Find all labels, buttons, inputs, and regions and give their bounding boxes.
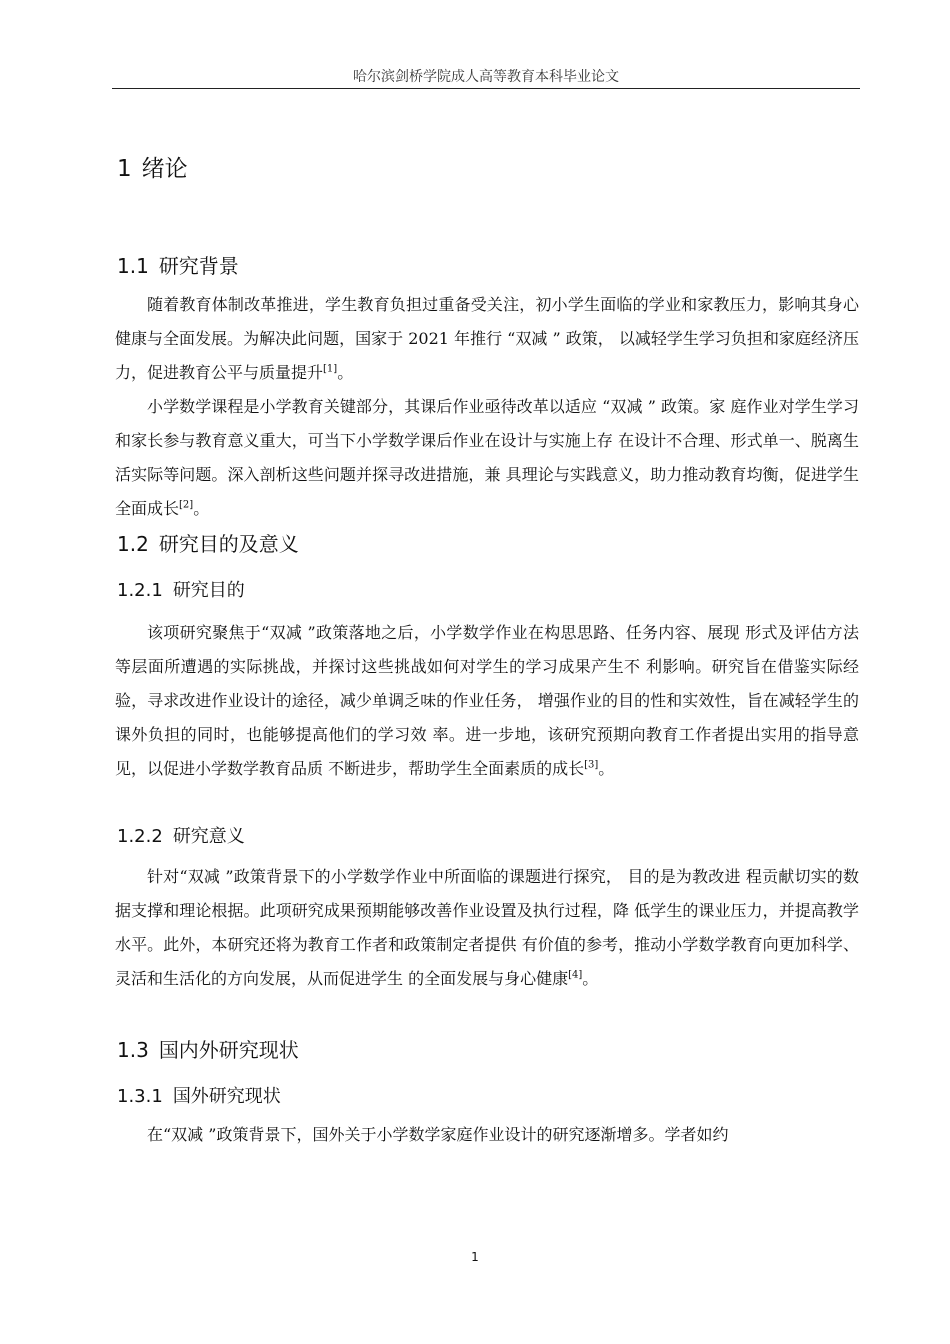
citation-2: [2] (179, 499, 194, 511)
section-1-1-heading (117, 250, 239, 279)
running-header: 哈尔滨剑桥学院成人高等教育本科毕业论文 (353, 69, 619, 85)
section-title: 国外研究现状 (172, 1086, 281, 1107)
chapter-number: 1 (117, 156, 132, 182)
paragraph-end: 。 (598, 759, 615, 778)
section-title: 研究目的及意义 (158, 532, 299, 556)
section-title: 研究背景 (158, 254, 239, 278)
citation-1: [1] (323, 363, 338, 375)
section-title: 研究目的 (172, 580, 245, 601)
chapter-heading (117, 150, 188, 183)
page-number: 1 (471, 1250, 479, 1264)
paragraph-text: 随着教育体制改革推进，学生教育负担过重备受关注，初小学生面临的学业和家教压力，影响其身心健康与全面发展。为解决此问题，国家于 2021 年推行 “双减 ” 政策， 以减轻学生学习负担和家庭经济压力，促进教育公平与质量提升 (115, 295, 859, 382)
section-1-1-paragraph-2 (115, 390, 859, 526)
section-number: 1.1 (117, 254, 149, 278)
section-1-2-2-paragraph-1 (115, 860, 859, 996)
paragraph-end: 。 (337, 363, 354, 382)
section-1-2-heading (117, 528, 299, 557)
section-number: 1.2.2 (117, 826, 163, 847)
section-1-1-paragraph-1 (115, 288, 859, 390)
paragraph-text: 针对“双减 ”政策背景下的小学数学作业中所面临的课题进行探究， 目的是为教改进 程贡献切实的数据支撑和理论根据。此项研究成果预期能够改善作业设置及执行过程，降 低学生的课业压力，并提高教学水平。此外，本研究还将为教育工作者和政策制定者提供 有价值的参考，推动小学数学教育向更加科学、灵活和生活化的方向发展，从而促进学生 的全面发展与身心健康 (115, 867, 859, 988)
paragraph-text: 小学数学课程是小学教育关键部分，其课后作业亟待改革以适应 “双减 ” 政策。家 庭作业对学生学习和家长参与教育意义重大，可当下小学数学课后作业在设计与实施上存 在设计不合理、形式单一、脱离生活实际等问题。深入剖析这些问题并探寻改进措施，兼 具理论与实践意义，助力推动教育均衡，促进学生全面成长 (115, 397, 859, 518)
citation-3: [3] (584, 759, 599, 771)
section-1-2-2-heading (117, 822, 245, 848)
section-1-3-heading (117, 1034, 299, 1063)
section-number: 1.2.1 (117, 580, 163, 601)
chapter-title: 绪论 (141, 156, 188, 182)
section-title: 研究意义 (172, 826, 245, 847)
section-number: 1.3 (117, 1038, 149, 1062)
paragraph-end: 。 (582, 969, 599, 988)
section-number: 1.2 (117, 532, 149, 556)
header-rule (112, 88, 860, 89)
paragraph-end: 。 (193, 499, 210, 518)
section-title: 国内外研究现状 (158, 1038, 299, 1062)
section-1-3-1-paragraph-1 (115, 1118, 859, 1152)
paragraph-text: 该项研究聚焦于“双减 ”政策落地之后，小学数学作业在构思思路、任务内容、展现 形式及评估方法等层面所遭遇的实际挑战，并探讨这些挑战如何对学生的学习成果产生不 利影响。研究旨在借鉴实际经验，寻求改进作业设计的途径，减少单调乏味的作业任务， 增强作业的目的性和实效性，旨在减轻学生的课外负担的同时，也能够提高他们的学习效 率。进一步地，该研究预期向教育工作者提出实用的指导意见，以促进小学数学教育品质 不断进步，帮助学生全面素质的成长 (115, 623, 859, 778)
paragraph-text: 在“双减 ”政策背景下，国外关于小学数学家庭作业设计的研究逐渐增多。学者如约 (147, 1125, 729, 1144)
section-1-2-1-paragraph-1 (115, 616, 859, 786)
citation-4: [4] (568, 969, 583, 981)
section-number: 1.3.1 (117, 1086, 163, 1107)
section-1-3-1-heading (117, 1082, 281, 1108)
section-1-2-1-heading (117, 576, 245, 602)
